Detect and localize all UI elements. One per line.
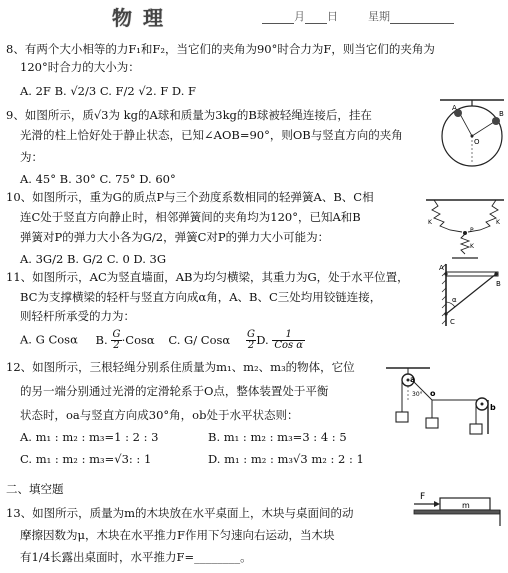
q11-option-b: B. $\frac{G}{2}$ ·Cosα [95, 329, 155, 351]
q11-label-a: A [439, 264, 444, 272]
q12-label-a: a [410, 375, 416, 384]
q13-block-figure [410, 490, 506, 528]
q12-label-b: b [490, 403, 496, 412]
q10-line1: 10、如图所示，重为G的质点P与三个劲度系数相同的轻弹簧A、B、C相 [6, 190, 374, 204]
date-month: 月 日 [262, 8, 338, 24]
q12-line2: 的另一端分别通过光滑的定滑轮系于O点，整体装置处于平衡 [20, 384, 329, 398]
q8-line1: 8、有两个大小相等的力F₁和F₂，当它们的夹角为90°时合力为F，则当它们的夹角为 [6, 42, 435, 56]
q11-label-c: C [450, 318, 455, 326]
q9-label-b: B [499, 110, 504, 118]
q12-pulley-figure [378, 362, 506, 440]
q12-label-angle: 30° [412, 391, 423, 398]
q12-label-o: o [430, 389, 436, 398]
q11-line1: 11、如图所示，AC为竖直墙面，AB为均匀横梁，其重力为G，处于水平位置， [6, 270, 409, 284]
q12-option-b: B. m₁ : m₂ : m₃=3 : 4 : 5 [208, 430, 347, 444]
page-title: 物 理 [112, 6, 165, 30]
q11-option-c: C. G/ Cosα [168, 332, 231, 347]
date-weekday: 星期 [368, 8, 454, 24]
q10-line3: 弹簧对P的弹力大小各为G/2，弹簧C对P的弹力大小可能为： [20, 230, 330, 244]
q10-options: A. 3G/2 B. G/2 C. 0 D. 3G [20, 252, 167, 266]
q11-line2: BC为支撑横梁的轻杆与竖直方向成α角，A、B、C三处均用铰链连接， [20, 290, 382, 304]
q11-label-b: B [496, 280, 501, 288]
q12-option-a: A. m₁ : m₂ : m₃=1 : 2 : 3 [20, 430, 159, 444]
q9-cylinder-figure [438, 92, 506, 176]
q11-beam-figure [438, 262, 504, 328]
q13-line2: 摩擦因数为μ，木块在水平推力F作用下匀速向右运动，当木块 [20, 528, 335, 542]
q10-springs-figure [424, 196, 506, 260]
q10-label-k2: K [496, 219, 500, 226]
q10-label-k1: K [428, 219, 432, 226]
q9-label-o: O [474, 138, 480, 146]
q9-line3: 为： [20, 150, 43, 164]
q8-options: A. 2F B. √2/3 C. F/2 √2. F D. F [20, 84, 197, 98]
q12-line1: 12、如图所示，三根轻绳分别系住质量为m₁、m₂、m₃的物体，它位 [6, 360, 355, 374]
q8-line2: 120°时合力的大小为： [20, 60, 140, 74]
q11-option-a: A. G Cosα [20, 332, 78, 347]
q11-line3: 则轻杆所承受的力为： [20, 309, 135, 323]
q12-line3: 状态时，oa与竖直方向成30°角，ob处于水平状态则： [20, 408, 299, 422]
q10-label-p: P [470, 227, 474, 234]
q12-option-c: C. m₁ : m₂ : m₃=√3: : 1 [20, 452, 152, 466]
q10-line2: 连C处于竖直方向静止时，相邻弹簧间的夹角均为120°，已知A和B [20, 210, 361, 224]
q13-label-m: m [462, 501, 470, 510]
q12-option-d: D. m₁ : m₂ : m₃√3 m₂ : 2 : 1 [208, 452, 364, 466]
q9-line1: 9、如图所示，质√3为 kg的A球和质量为3kg的B球被轻绳连接后，挂在 [6, 108, 372, 122]
q11-options [20, 330, 305, 351]
q11-label-alpha: α [452, 296, 457, 304]
q11-option-d: $\frac{G}{2}$ D. 1 Cos α [247, 329, 304, 351]
q9-options: A. 45° B. 30° C. 75° D. 60° [20, 172, 176, 186]
q10-label-k3: K [470, 243, 474, 250]
section-fill-in: 二、填空题 [6, 482, 64, 496]
q9-label-a: A [452, 104, 457, 112]
q13-line1: 13、如图所示，质量为m的木块放在水平桌面上，木块与桌面间的动 [6, 506, 354, 520]
q13-label-f: F [420, 492, 426, 502]
q9-line2: 光滑的柱上恰好处于静止状态，已知∠AOB=90°，则OB与竖直方向的夹角 [20, 128, 403, 142]
q13-line3: 有1/4长露出桌面时，水平推力F=________。 [20, 550, 252, 564]
